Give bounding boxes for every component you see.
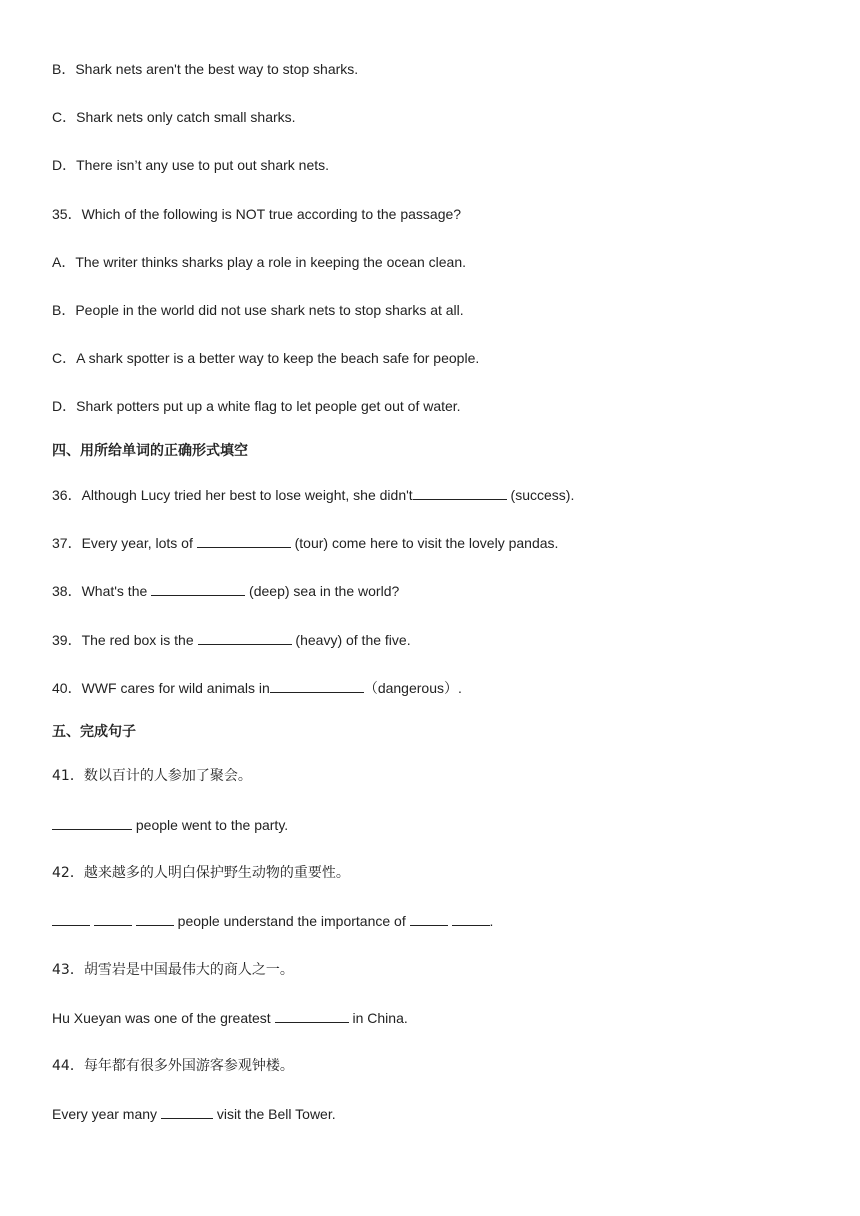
q37 xyxy=(52,534,558,552)
q39 xyxy=(52,631,411,649)
q34-option-c: C．Shark nets only catch small sharks. xyxy=(52,109,296,125)
q38-text-after: (deep) sea in the world? xyxy=(245,583,400,599)
q44-chinese: 44．每年都有很多外国游客参观钟楼。 xyxy=(52,1058,294,1074)
q36-blank xyxy=(413,486,507,500)
q40 xyxy=(52,679,462,697)
q34-option-d: D．There isn’t any use to put out shark nets. xyxy=(52,157,330,173)
q39-text-after: (heavy) of the five. xyxy=(291,632,411,648)
q42-blank-3 xyxy=(136,912,174,926)
q44-english xyxy=(52,1105,336,1123)
q35-option-a: A．The writer thinks sharks play a role in keeping the ocean clean. xyxy=(52,254,466,270)
q35-question: 35．Which of the following is NOT true according to the passage? xyxy=(52,206,462,222)
q44-text-after: visit the Bell Tower. xyxy=(212,1106,336,1122)
q43-english xyxy=(52,1009,408,1027)
q38 xyxy=(52,582,399,600)
q38-blank xyxy=(151,582,245,596)
q41-text-after: people went to the party. xyxy=(132,817,289,833)
q34-option-b: B．Shark nets aren't the best way to stop sharks. xyxy=(52,61,359,77)
q40-text-before: 40．WWF cares for wild animals in xyxy=(52,680,270,696)
q41-english xyxy=(52,816,288,834)
q42-text-middle: people understand the importance of xyxy=(173,913,410,929)
q44-text-before: Every year many xyxy=(52,1106,161,1122)
q39-blank xyxy=(198,631,292,645)
q42-blank-2 xyxy=(94,912,132,926)
q43-blank xyxy=(275,1009,349,1023)
q42-blank-5 xyxy=(452,912,490,926)
q41-chinese: 41．数以百计的人参加了聚会。 xyxy=(52,768,252,784)
q37-text-after: (tour) come here to visit the lovely pandas. xyxy=(290,535,559,551)
q42-english xyxy=(52,912,493,930)
q35-option-c: C．A shark spotter is a better way to keep the beach safe for people. xyxy=(52,350,480,366)
section-four-heading: 四、用所给单词的正确形式填空 xyxy=(52,443,248,459)
q40-blank xyxy=(270,679,364,693)
q42-text-end: . xyxy=(489,913,494,929)
q35-option-b: B．People in the world did not use shark nets to stop sharks at all. xyxy=(52,302,464,318)
q36 xyxy=(52,486,574,504)
q43-text-before: Hu Xueyan was one of the greatest xyxy=(52,1010,275,1026)
q43-text-after: in China. xyxy=(348,1010,408,1026)
q39-text-before: 39．The red box is the xyxy=(52,632,198,648)
q36-text-before: 36．Although Lucy tried her best to lose weight, she didn't xyxy=(52,487,413,503)
q35-option-d: D．Shark potters put up a white flag to let people get out of water. xyxy=(52,398,461,414)
section-five-heading: 五、完成句子 xyxy=(52,724,136,740)
q38-text-before: 38．What's the xyxy=(52,583,152,599)
q41-blank xyxy=(52,816,132,830)
q42-blank-4 xyxy=(410,912,448,926)
q44-blank xyxy=(161,1105,213,1119)
q42-blank-1 xyxy=(52,912,90,926)
q37-text-before: 37．Every year, lots of xyxy=(52,535,197,551)
q40-text-after: （dangerous）. xyxy=(363,680,462,696)
q42-chinese: 42．越来越多的人明白保护野生动物的重要性。 xyxy=(52,865,350,881)
q37-blank xyxy=(197,534,291,548)
q43-chinese: 43．胡雪岩是中国最伟大的商人之一。 xyxy=(52,962,294,978)
q36-text-after: (success). xyxy=(506,487,575,503)
